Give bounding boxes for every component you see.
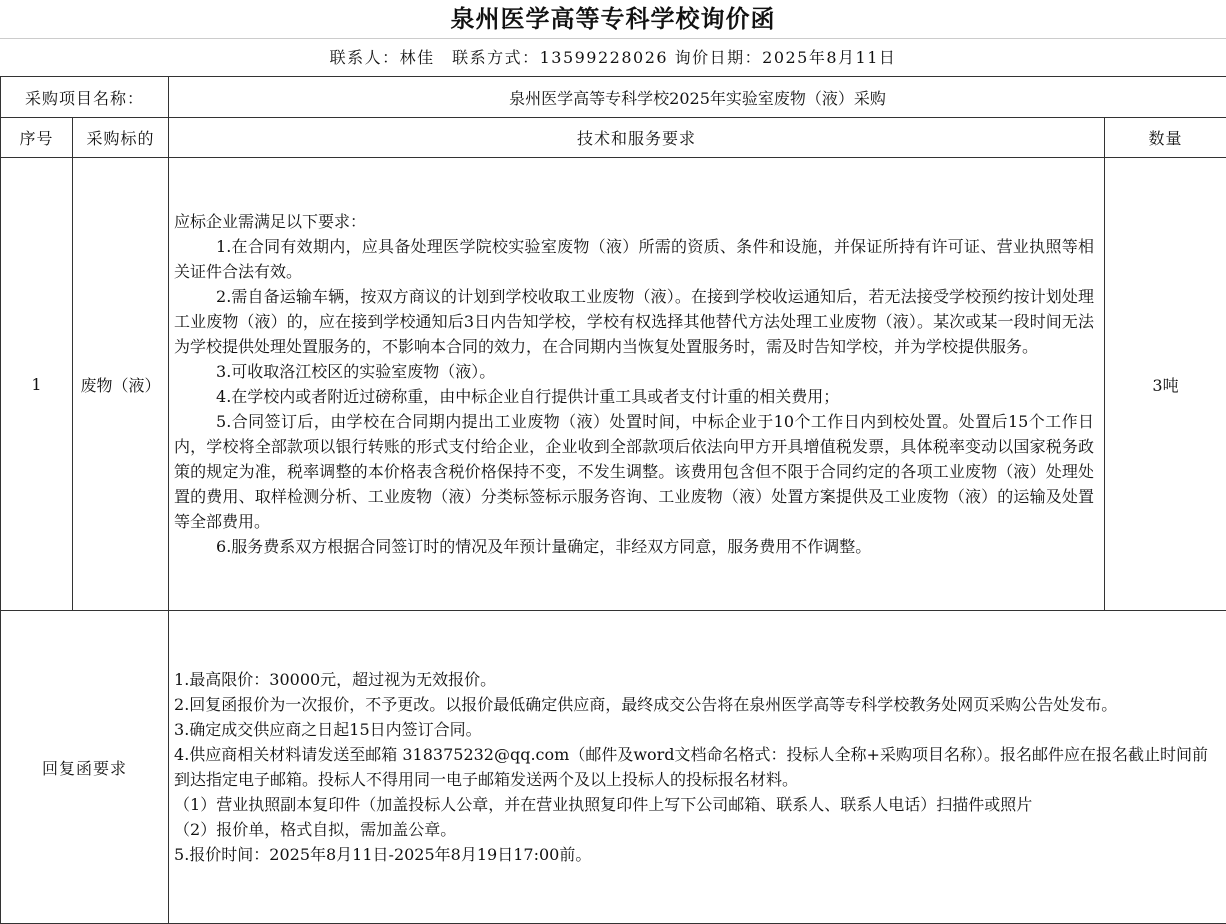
row-requirements <box>169 158 1105 611</box>
col-header-seq: 序号 <box>1 118 73 158</box>
col-header-quantity: 数量 <box>1105 118 1226 158</box>
reply-requirements-row <box>1 611 1226 924</box>
requirement-item-6: 6.服务费系双方根据合同签订时的情况及年预计量确定，非经双方同意，服务费用不作调整。 <box>216 537 872 556</box>
col-header-item: 采购标的 <box>73 118 169 158</box>
reply-line-1: 1.最高限价：30000元，超过视为无效报价。 <box>174 670 497 689</box>
project-name-value: 泉州医学高等专科学校2025年实验室废物（液）采购 <box>169 77 1226 118</box>
requirement-item-5: 5.合同签订后，由学校在合同期内提出工业废物（液）处置时间，中标企业于10个工作日内到校处置。处置后15个工作日内，学校将全部款项以银行转账的形式支付给企业，企业收到全部款项后依法向甲方开具增值税发票，具体税率变动以国家税务政策的规定为准，税率调整的本价格表含税价格保持不变，不发生调整。该费用包含但不限于合同约定的各项工业废物（液）处理处置的费用、取样检测分析、工业废物（液）分类标签标示服务咨询、工业废物（液）处置方案提供及工业废物（液）的运输及处置等全部费用。 <box>174 412 1095 531</box>
column-header-row <box>1 118 1226 158</box>
requirements-intro: 应标企业需满足以下要求： <box>174 212 367 231</box>
reply-line-4: 4.供应商相关材料请发送至邮箱 318375232@qq.com（邮件及word文档命名格式：投标人全称+采购项目名称）。报名邮件应在报名截止时间前到达指定电子邮箱。投标人不得用同一电子邮箱发送两个及以上投标人的投标报名材料。 <box>174 745 1208 789</box>
project-name-row <box>1 77 1226 118</box>
reply-line-5: （1）营业执照副本复印件（加盖投标人公章，并在营业执照复印件上写下公司邮箱、联系人、联系人电话）扫描件或照片 <box>174 795 1033 814</box>
inquiry-table <box>0 76 1226 924</box>
reply-line-6: （2）报价单，格式自拟，需加盖公章。 <box>174 820 457 839</box>
reply-requirements-content <box>169 611 1226 924</box>
project-name-label: 采购项目名称： <box>1 77 169 118</box>
requirement-item-1: 1.在合同有效期内，应具备处理医学院校实验室废物（液）所需的资质、条件和设施，并保证所持有许可证、营业执照等相关证件合法有效。 <box>174 237 1095 281</box>
document-title: 泉州医学高等专科学校询价函 <box>450 4 776 33</box>
row-seq: 1 <box>1 158 73 611</box>
requirement-item-4: 4.在学校内或者附近过磅称重，由中标企业自行提供计重工具或者支付计重的相关费用； <box>216 387 840 406</box>
contact-line: 联系人：林佳 联系方式：13599228026 询价日期：2025年8月11日 <box>0 38 1226 76</box>
col-header-requirements: 技术和服务要求 <box>169 118 1105 158</box>
requirement-item-3: 3.可收取洛江校区的实验室废物（液）。 <box>216 362 496 381</box>
reply-line-3: 3.确定成交供应商之日起15日内签订合同。 <box>174 720 482 739</box>
requirement-item-2: 2.需自备运输车辆，按双方商议的计划到学校收取工业废物（液）。在接到学校收运通知后，若无法接受学校预约按计划处理工业废物（液）的，应在接到学校通知后3日内告知学校，学校有权选择其他替代方法处理工业废物（液）。某次或某一段时间无法为学校提供处理处置服务的，不影响本合同的效力，在合同期内当恢复处置服务时，需及时告知学校，并为学校提供服务。 <box>174 287 1095 356</box>
row-item: 废物（液） <box>73 158 169 611</box>
table-row <box>1 158 1226 611</box>
row-quantity: 3吨 <box>1105 158 1226 611</box>
reply-line-7: 5.报价时间：2025年8月11日-2025年8月19日17:00前。 <box>174 845 592 864</box>
reply-requirements-label: 回复函要求 <box>1 611 169 924</box>
reply-line-2: 2.回复函报价为一次报价，不予更改。以报价最低确定供应商，最终成交公告将在泉州医学高等专科学校教务处网页采购公告处发布。 <box>174 695 1118 714</box>
